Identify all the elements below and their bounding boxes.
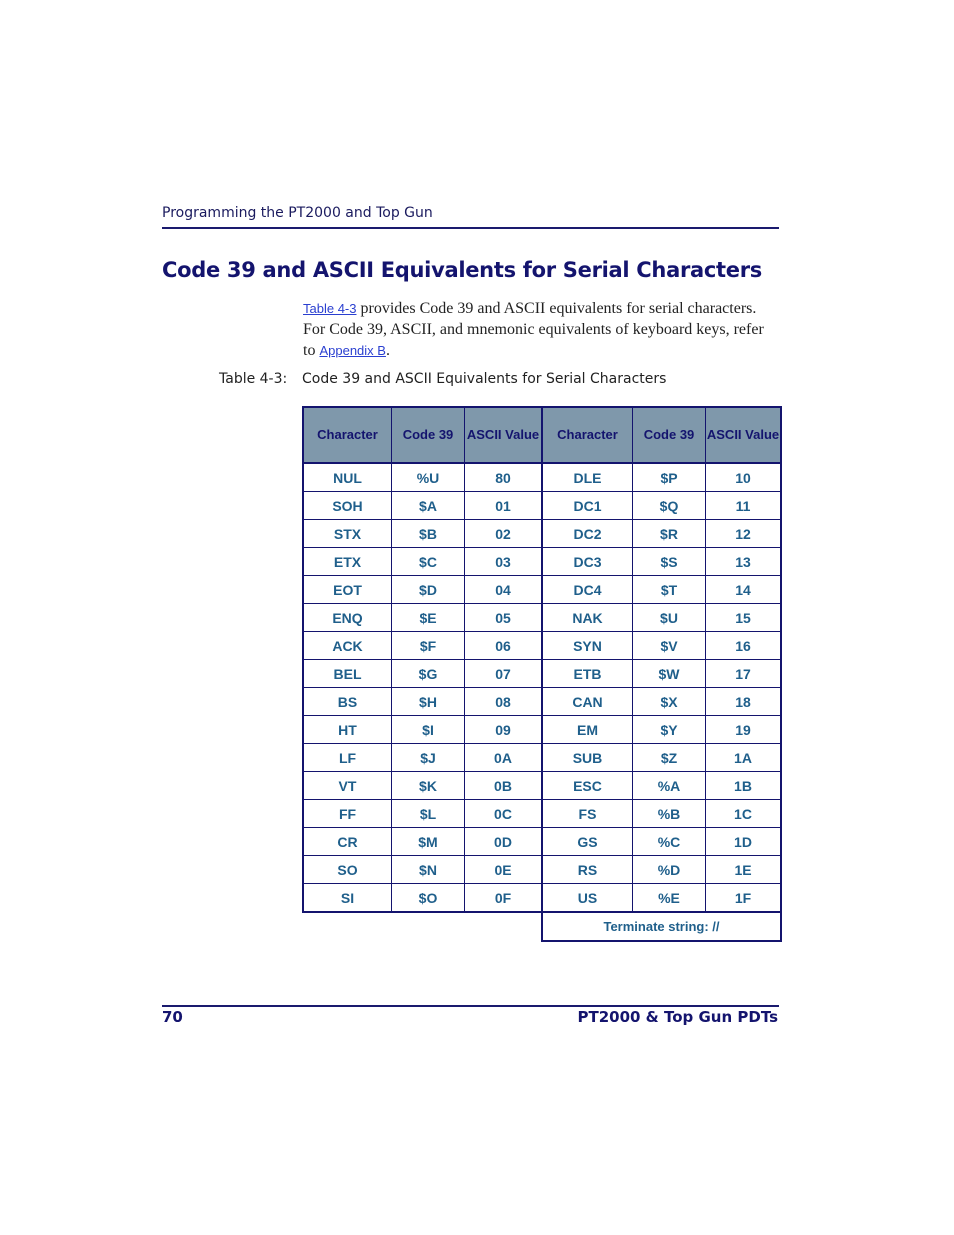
cell-code39-1: $D xyxy=(392,576,465,604)
running-header: Programming the PT2000 and Top Gun xyxy=(162,205,433,221)
table-row xyxy=(303,688,781,716)
cell-character-2: EM xyxy=(542,716,633,744)
intro-text-1: provides Code 39 and ASCII equivalents for serial characters. For Code 39, ASCII, and mnemonic equivalents of keyboard keys, refer to xyxy=(303,300,764,359)
header-character-2: Character xyxy=(542,407,633,463)
cell-code39-2: $T xyxy=(633,576,706,604)
footer-doc-title: PT2000 & Top Gun PDTs xyxy=(577,1008,778,1026)
table-row xyxy=(303,576,781,604)
table-row xyxy=(303,772,781,800)
cell-ascii-1: 08 xyxy=(465,688,543,716)
cell-code39-2: $X xyxy=(633,688,706,716)
table-row xyxy=(303,548,781,576)
cell-code39-2: %A xyxy=(633,772,706,800)
page-number: 70 xyxy=(162,1008,183,1026)
cell-ascii-1: 03 xyxy=(465,548,543,576)
cell-character-1: STX xyxy=(303,520,392,548)
cell-ascii-1: 05 xyxy=(465,604,543,632)
cell-code39-1: %U xyxy=(392,463,465,492)
cell-ascii-1: 01 xyxy=(465,492,543,520)
cell-character-2: DC2 xyxy=(542,520,633,548)
cell-code39-2: $V xyxy=(633,632,706,660)
cell-character-1: ETX xyxy=(303,548,392,576)
header-character-1: Character xyxy=(303,407,392,463)
cell-code39-2: %C xyxy=(633,828,706,856)
table-row xyxy=(303,632,781,660)
cell-ascii-1: 06 xyxy=(465,632,543,660)
footer-rule xyxy=(162,1005,779,1007)
appendix-b-link[interactable]: Appendix B xyxy=(319,343,386,358)
cell-ascii-2: 1E xyxy=(706,856,782,884)
header-ascii-2: ASCII Value xyxy=(706,407,782,463)
cell-ascii-1: 07 xyxy=(465,660,543,688)
cell-ascii-2: 19 xyxy=(706,716,782,744)
cell-character-2: DC1 xyxy=(542,492,633,520)
table-row xyxy=(303,716,781,744)
cell-character-1: SO xyxy=(303,856,392,884)
cell-code39-2: $W xyxy=(633,660,706,688)
cell-character-2: ETB xyxy=(542,660,633,688)
cell-character-1: SI xyxy=(303,884,392,913)
cell-character-1: CR xyxy=(303,828,392,856)
cell-code39-1: $L xyxy=(392,800,465,828)
header-rule xyxy=(162,227,779,229)
cell-ascii-2: 1C xyxy=(706,800,782,828)
cell-ascii-1: 0F xyxy=(465,884,543,913)
cell-code39-1: $K xyxy=(392,772,465,800)
table-caption-title: Code 39 and ASCII Equivalents for Serial Characters xyxy=(302,371,667,387)
cell-ascii-2: 1B xyxy=(706,772,782,800)
cell-character-2: RS xyxy=(542,856,633,884)
header-code39-1: Code 39 xyxy=(392,407,465,463)
cell-code39-2: $U xyxy=(633,604,706,632)
cell-character-2: FS xyxy=(542,800,633,828)
cell-ascii-2: 16 xyxy=(706,632,782,660)
cell-code39-2: $R xyxy=(633,520,706,548)
cell-ascii-2: 10 xyxy=(706,463,782,492)
table-header-row xyxy=(303,407,781,463)
cell-character-2: ESC xyxy=(542,772,633,800)
cell-code39-1: $N xyxy=(392,856,465,884)
cell-code39-2: %B xyxy=(633,800,706,828)
cell-ascii-1: 0D xyxy=(465,828,543,856)
cell-code39-1: $F xyxy=(392,632,465,660)
cell-ascii-2: 14 xyxy=(706,576,782,604)
cell-code39-1: $C xyxy=(392,548,465,576)
cell-ascii-2: 15 xyxy=(706,604,782,632)
cell-code39-2: %E xyxy=(633,884,706,913)
cell-code39-1: $I xyxy=(392,716,465,744)
terminate-row xyxy=(303,912,781,941)
intro-text-2: . xyxy=(385,342,390,359)
cell-code39-1: $M xyxy=(392,828,465,856)
cell-code39-2: $Q xyxy=(633,492,706,520)
table-caption xyxy=(219,371,666,387)
cell-code39-1: $H xyxy=(392,688,465,716)
cell-ascii-2: 1F xyxy=(706,884,782,913)
cell-character-2: DLE xyxy=(542,463,633,492)
cell-character-2: US xyxy=(542,884,633,913)
cell-character-1: ACK xyxy=(303,632,392,660)
table-row xyxy=(303,800,781,828)
table-row xyxy=(303,492,781,520)
cell-ascii-2: 12 xyxy=(706,520,782,548)
cell-ascii-2: 13 xyxy=(706,548,782,576)
cell-character-2: SYN xyxy=(542,632,633,660)
table-4-3-link[interactable]: Table 4-3 xyxy=(303,301,357,316)
table-row xyxy=(303,604,781,632)
cell-ascii-2: 11 xyxy=(706,492,782,520)
cell-character-2: DC4 xyxy=(542,576,633,604)
cell-character-1: EOT xyxy=(303,576,392,604)
cell-code39-1: $E xyxy=(392,604,465,632)
terminate-spacer xyxy=(303,912,542,941)
cell-character-1: VT xyxy=(303,772,392,800)
cell-character-2: GS xyxy=(542,828,633,856)
table-row xyxy=(303,744,781,772)
cell-character-2: DC3 xyxy=(542,548,633,576)
cell-character-1: FF xyxy=(303,800,392,828)
table-row xyxy=(303,884,781,913)
table-row xyxy=(303,856,781,884)
cell-character-2: SUB xyxy=(542,744,633,772)
cell-ascii-1: 80 xyxy=(465,463,543,492)
cell-character-1: HT xyxy=(303,716,392,744)
cell-character-1: BEL xyxy=(303,660,392,688)
cell-code39-1: $J xyxy=(392,744,465,772)
table-row xyxy=(303,660,781,688)
cell-character-2: NAK xyxy=(542,604,633,632)
cell-ascii-2: 17 xyxy=(706,660,782,688)
cell-code39-2: $Z xyxy=(633,744,706,772)
cell-character-2: CAN xyxy=(542,688,633,716)
cell-code39-1: $B xyxy=(392,520,465,548)
cell-ascii-1: 04 xyxy=(465,576,543,604)
cell-ascii-1: 02 xyxy=(465,520,543,548)
table-caption-number: Table 4-3: xyxy=(219,371,288,387)
cell-ascii-1: 0C xyxy=(465,800,543,828)
table-body xyxy=(303,463,781,912)
cell-ascii-1: 0B xyxy=(465,772,543,800)
cell-ascii-2: 1A xyxy=(706,744,782,772)
header-ascii-1: ASCII Value xyxy=(465,407,543,463)
terminate-string: Terminate string: // xyxy=(542,912,781,941)
cell-code39-2: $Y xyxy=(633,716,706,744)
table-row xyxy=(303,463,781,492)
table-row xyxy=(303,520,781,548)
code39-ascii-table xyxy=(302,406,782,942)
cell-code39-2: $S xyxy=(633,548,706,576)
cell-character-1: SOH xyxy=(303,492,392,520)
cell-ascii-1: 0E xyxy=(465,856,543,884)
cell-code39-2: %D xyxy=(633,856,706,884)
cell-code39-2: $P xyxy=(633,463,706,492)
cell-ascii-2: 18 xyxy=(706,688,782,716)
cell-code39-1: $A xyxy=(392,492,465,520)
cell-character-1: LF xyxy=(303,744,392,772)
table-row xyxy=(303,828,781,856)
intro-paragraph xyxy=(303,298,779,361)
cell-code39-1: $G xyxy=(392,660,465,688)
cell-character-1: BS xyxy=(303,688,392,716)
section-heading: Code 39 and ASCII Equivalents for Serial Characters xyxy=(162,258,762,282)
cell-ascii-1: 09 xyxy=(465,716,543,744)
cell-character-1: NUL xyxy=(303,463,392,492)
cell-ascii-1: 0A xyxy=(465,744,543,772)
cell-ascii-2: 1D xyxy=(706,828,782,856)
cell-character-1: ENQ xyxy=(303,604,392,632)
header-code39-2: Code 39 xyxy=(633,407,706,463)
cell-code39-1: $O xyxy=(392,884,465,913)
